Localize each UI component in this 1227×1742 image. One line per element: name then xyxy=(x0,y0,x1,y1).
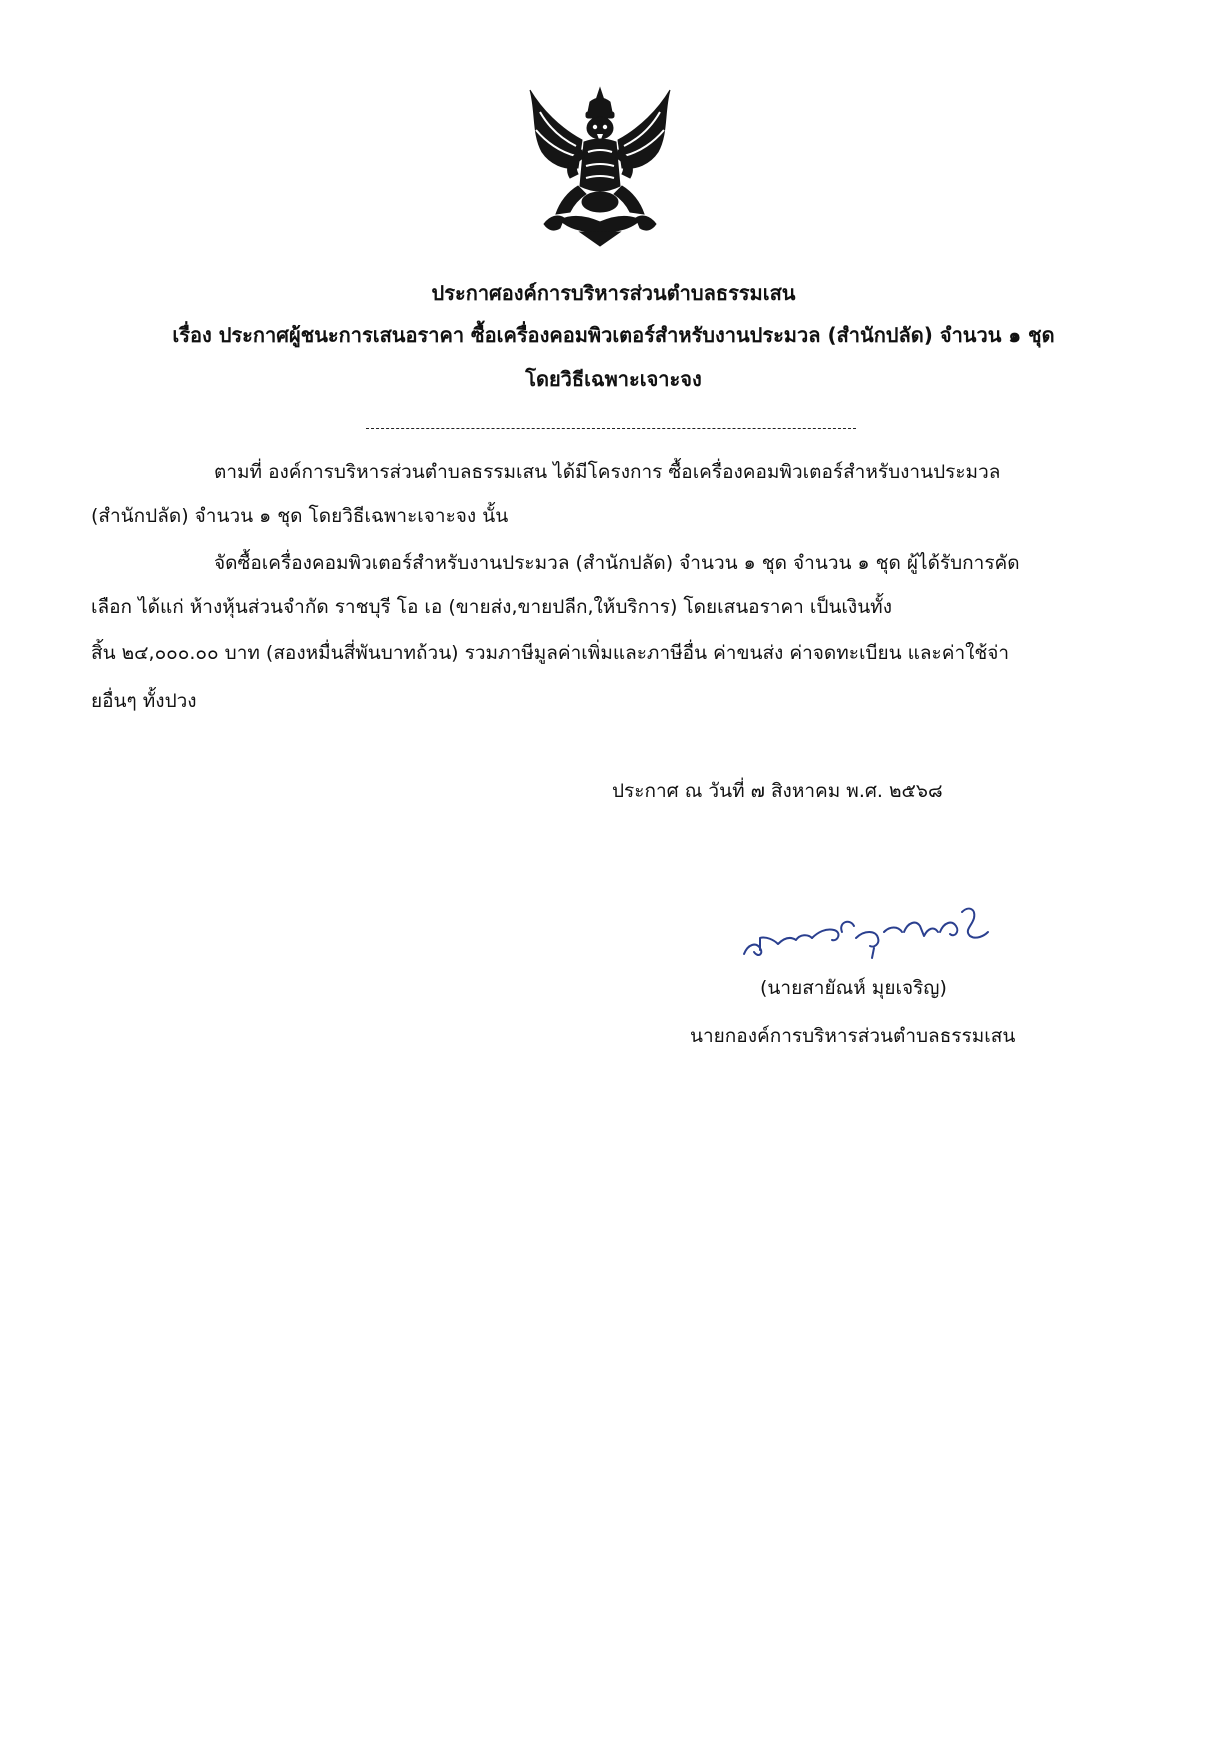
announcement-subject: เรื่อง ประกาศผู้ชนะการเสนอราคา ซื้อเครื่องคอมพิวเตอร์สำหรับงานประมวล (สำนักปลัด) จำนวน ๑ ชุด xyxy=(172,323,1055,347)
garuda-emblem xyxy=(520,82,680,250)
paragraph-1-line-2: (สำนักปลัด) จำนวน ๑ ชุด โดยวิธีเฉพาะเจาะจง นั้น xyxy=(91,505,509,527)
announcement-date: ประกาศ ณ วันที่ ๗ สิงหาคม พ.ศ. ๒๕๖๘ xyxy=(612,780,943,802)
paragraph-2-line-1: จัดซื้อเครื่องคอมพิวเตอร์สำหรับงานประมวล (สำนักปลัด) จำนวน ๑ ชุด จำนวน ๑ ชุด ผู้ได้รับการคัด xyxy=(214,552,1020,574)
paragraph-2-line-3: สิ้น ๒๔,๐๐๐.๐๐ บาท (สองหมื่นสี่พันบาทถ้วน) รวมภาษีมูลค่าเพิ่มและภาษีอื่น ค่าขนส่ง ค่าจดทะเบียน และค่าใช้จ่า xyxy=(91,642,1010,664)
paragraph-2-line-2: เลือก ได้แก่ ห้างหุ้นส่วนจำกัด ราชบุรี โอ เอ (ขายส่ง,ขายปลีก,ให้บริการ) โดยเสนอราคา เป็นเงินทั้ง xyxy=(91,596,892,618)
paragraph-2-line-4: ยอื่นๆ ทั้งปวง xyxy=(91,690,197,712)
signatory-name: (นายสายัณห์ มุยเจริญ) xyxy=(760,977,947,999)
announcement-heading: ประกาศองค์การบริหารส่วนตำบลธรรมเสน xyxy=(431,281,796,305)
signatory-position: นายกองค์การบริหารส่วนตำบลธรรมเสน xyxy=(690,1025,1016,1047)
dashed-divider xyxy=(366,428,856,429)
announcement-method: โดยวิธีเฉพาะเจาะจง xyxy=(525,367,702,391)
paragraph-1-line-1: ตามที่ องค์การบริหารส่วนตำบลธรรมเสน ได้มีโครงการ ซื้อเครื่องคอมพิวเตอร์สำหรับงานประมวล xyxy=(214,461,1001,483)
signature-image xyxy=(738,892,998,962)
